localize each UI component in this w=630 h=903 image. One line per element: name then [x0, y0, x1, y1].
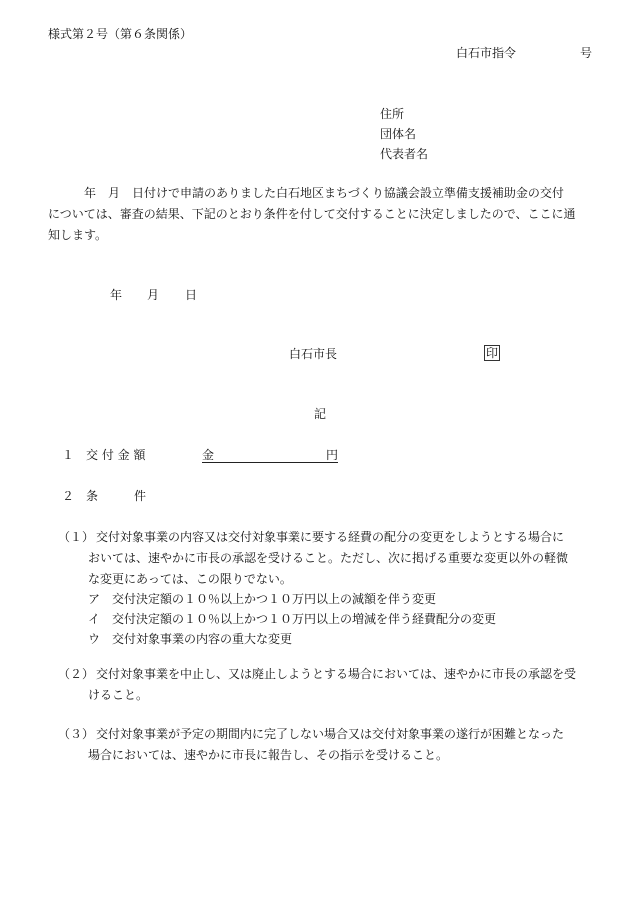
mayor-title: 白石市長	[289, 347, 338, 361]
condition-1-sub-u: ウ 交付対象事業の内容の重大な変更	[88, 632, 293, 646]
condition-2-line-2: けること。	[88, 688, 149, 702]
item2-label-a: 条	[86, 489, 99, 503]
address-label: 住所	[380, 107, 405, 121]
condition-2-number: （２）	[58, 667, 95, 681]
date-year: 年	[110, 288, 123, 302]
body-line-1: 年 月 日付けで申請のありました白石地区まちづくり協議会設立準備支援補助金の交付	[60, 186, 564, 200]
amount-field	[202, 449, 338, 463]
condition-3-line-2: 場合においては、速やかに市長に報告し、その指示を受けること。	[88, 748, 449, 762]
group-name-label: 団体名	[380, 127, 417, 141]
form-number: 様式第２号（第６条関係）	[48, 27, 193, 41]
representative-label: 代表者名	[380, 147, 429, 161]
note-heading: 記	[314, 407, 327, 421]
amount-prefix: 金	[202, 448, 215, 462]
reference-prefix: 白石市指令	[456, 46, 517, 60]
body-line-2: については、審査の結果、下記のとおり条件を付して交付することに決定しましたので、ここに通	[48, 207, 576, 221]
date-month: 月	[147, 288, 160, 302]
condition-1-sub-i: イ 交付決定額の１０％以上かつ１０万円以上の増減を伴う経費配分の変更	[88, 612, 497, 626]
condition-3-number: （３）	[58, 727, 95, 741]
date-day: 日	[185, 288, 198, 302]
item2-number: ２	[62, 489, 75, 503]
condition-1-number: （１）	[58, 530, 95, 544]
condition-1-sub-a: ア 交付決定額の１０％以上かつ１０万円以上の減額を伴う変更	[88, 592, 437, 606]
item2-label-b: 件	[134, 489, 147, 503]
condition-3-line-1: 交付対象事業が予定の期間内に完了しない場合又は交付対象事業の遂行が困難となった	[96, 727, 565, 741]
condition-1-line-1: 交付対象事業の内容又は交付対象事業に要する経費の配分の変更をしようとする場合に	[96, 530, 565, 544]
condition-2-line-1: 交付対象事業を中止し、又は廃止しようとする場合においては、速やかに市長の承認を受	[96, 667, 577, 681]
seal-mark	[484, 347, 500, 359]
amount-underline	[202, 449, 338, 463]
condition-1-line-3: な変更にあっては、この限りでない。	[88, 572, 292, 586]
item1-number: １	[62, 448, 75, 462]
reference-suffix: 号	[580, 46, 593, 60]
seal-text: 印	[486, 346, 499, 360]
condition-1-line-2: おいては、速やかに市長の承認を受けること。ただし、次に掲げる重要な変更以外の軽微	[88, 551, 569, 565]
amount-unit: 円	[325, 448, 338, 462]
body-line-3: 知します。	[48, 228, 108, 242]
item1-label: 交 付 金 額	[86, 448, 146, 462]
